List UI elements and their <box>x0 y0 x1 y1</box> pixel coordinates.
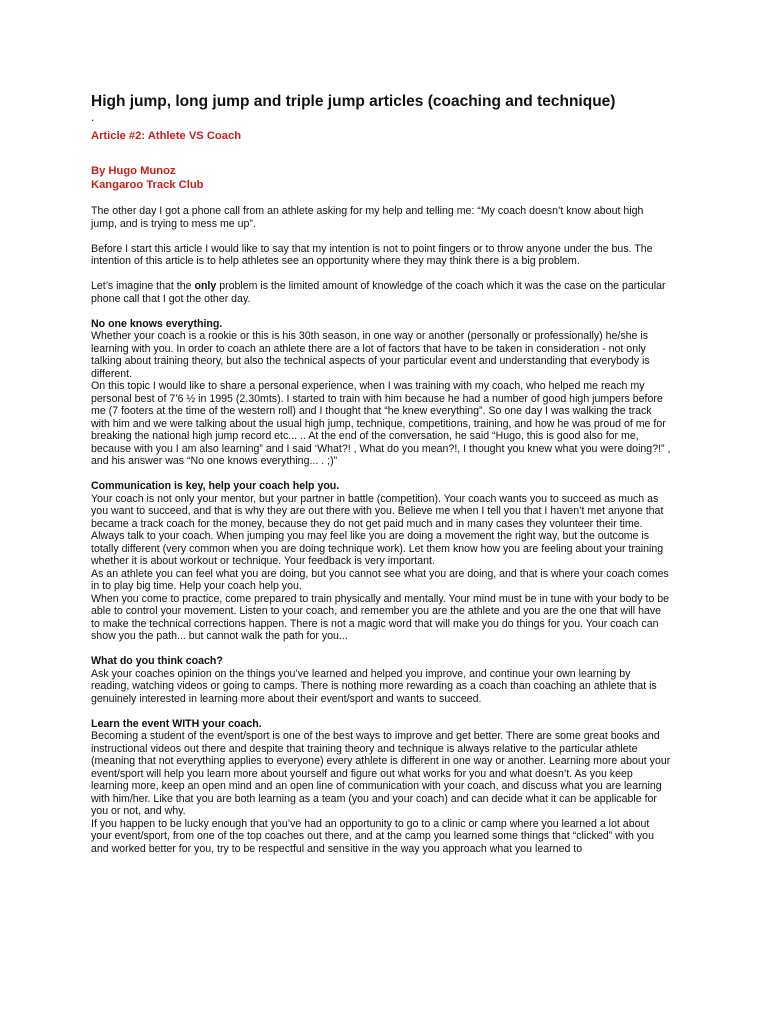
section-heading: Communication is key, help your coach help you. <box>91 480 340 492</box>
section-heading: What do you think coach? <box>91 655 223 667</box>
intro-paragraph-1: The other day I got a phone call from an athlete asking for my help and telling me: “My coach doesn’t know about high jump, and is trying to mess me up”. <box>91 205 644 230</box>
section-paragraph: Ask your coaches opinion on the things you’ve learned and helped you improve, and continue your own learning by reading, watching videos or going to camps. There is nothing more rewarding as a coach than coaching an athlete that is genuinely interested in learning more about their event/sport and wants to succeed. <box>91 667 657 705</box>
section-paragraph: When you come to practice, come prepared to train physically and mentally. Your mind must be in tune with your body to be able to control your movement. Listen to your coach, and remember you are the athlete and you are the one that will have to make the technical corrections happen. There is not a magic word that will make you do things for you. Your coach can show you the path... but cannot walk the path for you... <box>91 592 670 642</box>
club-name: Kangaroo Track Club <box>91 179 204 191</box>
section-paragraph: Always talk to your coach. When jumping you may feel like you are doing a movement the right way, but the outcome is totally different (very common when you are doing technique work). Let them know how you are feeling about your training whether it is about workout or technique. Your feedback is very important. <box>91 530 664 567</box>
title-dot: . <box>91 110 95 124</box>
section-heading: No one knows everything. <box>91 317 223 330</box>
intro-p3-emphasis: only <box>194 280 217 292</box>
section-communication <box>91 480 671 643</box>
intro-p3-end: problem is the limited amount of knowledge of the coach which it was the case on the particular phone call that I got the other day. <box>91 280 666 305</box>
section-paragraph: Becoming a student of the event/sport is one of the best ways to improve and get better. There are some great books and instructional videos out there and despite that training theory and technique is always relative to the particular athlete (meaning that not everything applies to everyone) every athlete is different in one way or another. Learning more about your event/sport will help you learn more about yourself and figure out what works for you and what doesn’t. As you keep learning more, keep an open mind and an open line of communication with your coach, and discuss what you are learning with him/her. Like that you are both learning as a team (you and your coach) and can decide what it can be applicable for you or not, and why. <box>91 730 671 817</box>
section-paragraph: On this topic I would like to share a personal experience, when I was training with my coach, who helped me reach my personal best of 7’6 ½ in 1995 (2.30mts). I started to train with him because he had a number of good high jumpers before me (7 footers at the time of the western roll) and I thought that “he knew everything”. So one day I was walking the track with him and we were talking about the usual high jump, technique, competitions, training, and how he was proud of me for breaking the national high jump record etc... .. At the end of the conversation, he said “Hugo, this is good also for me, because with you I am also learning” and I said ‘What?! , What do you mean?!, I thought you knew what you were doing?!” , and his answer was “No one knows everything... . ;)” <box>91 380 671 467</box>
article-heading: Article #2: Athlete VS Coach <box>91 130 242 142</box>
intro-p3-start: Let’s imagine that the <box>91 280 195 292</box>
page-title: High jump, long jump and triple jump articles (coaching and technique) <box>91 93 616 110</box>
intro-paragraph-3 <box>91 280 671 305</box>
author-byline: By Hugo Munoz <box>91 165 176 177</box>
section-paragraph: Whether your coach is a rookie or this is his 30th season, in one way or another (personally or professionally) he/she is learning with you. In order to coach an athlete there are a lot of factors that have to be taken in consideration - not only talking about training theory, but also the technical aspects of your particular event and understanding that everybody is different. <box>91 330 650 380</box>
section-paragraph: As an athlete you can feel what you are doing, but you cannot see what you are doing, and that is where your coach comes in to play big time. Help your coach help you. <box>91 567 669 592</box>
intro-paragraph-2: Before I start this article I would like to say that my intention is not to point fingers or to throw anyone under the bus. The intention of this article is to help athletes see an opportunity where they may think there is a big problem. <box>91 242 653 267</box>
article-body <box>91 205 671 855</box>
section-paragraph: Your coach is not only your mentor, but your partner in battle (competition). Your coach wants you to succeed as much as you want to succeed, and that is why they are out there with you. Believe me when I tell you that I haven’t met anyone that became a track coach for the money, because they do not get paid much and in many cases they volunteer their time. <box>91 492 664 530</box>
section-no-one-knows <box>91 318 671 468</box>
section-paragraph: If you happen to be lucky enough that you’ve had an opportunity to go to a clinic or camp where you learned a lot about your event/sport, from one of the top coaches out there, and at the camp you learned some things that “clicked” with you and worked better for you, try to be respectful and sensitive in the way you approach what you learned to <box>91 817 654 855</box>
section-heading: Learn the event WITH your coach. <box>91 717 262 730</box>
section-learn-the-event <box>91 718 671 856</box>
section-what-do-you-think <box>91 655 671 705</box>
